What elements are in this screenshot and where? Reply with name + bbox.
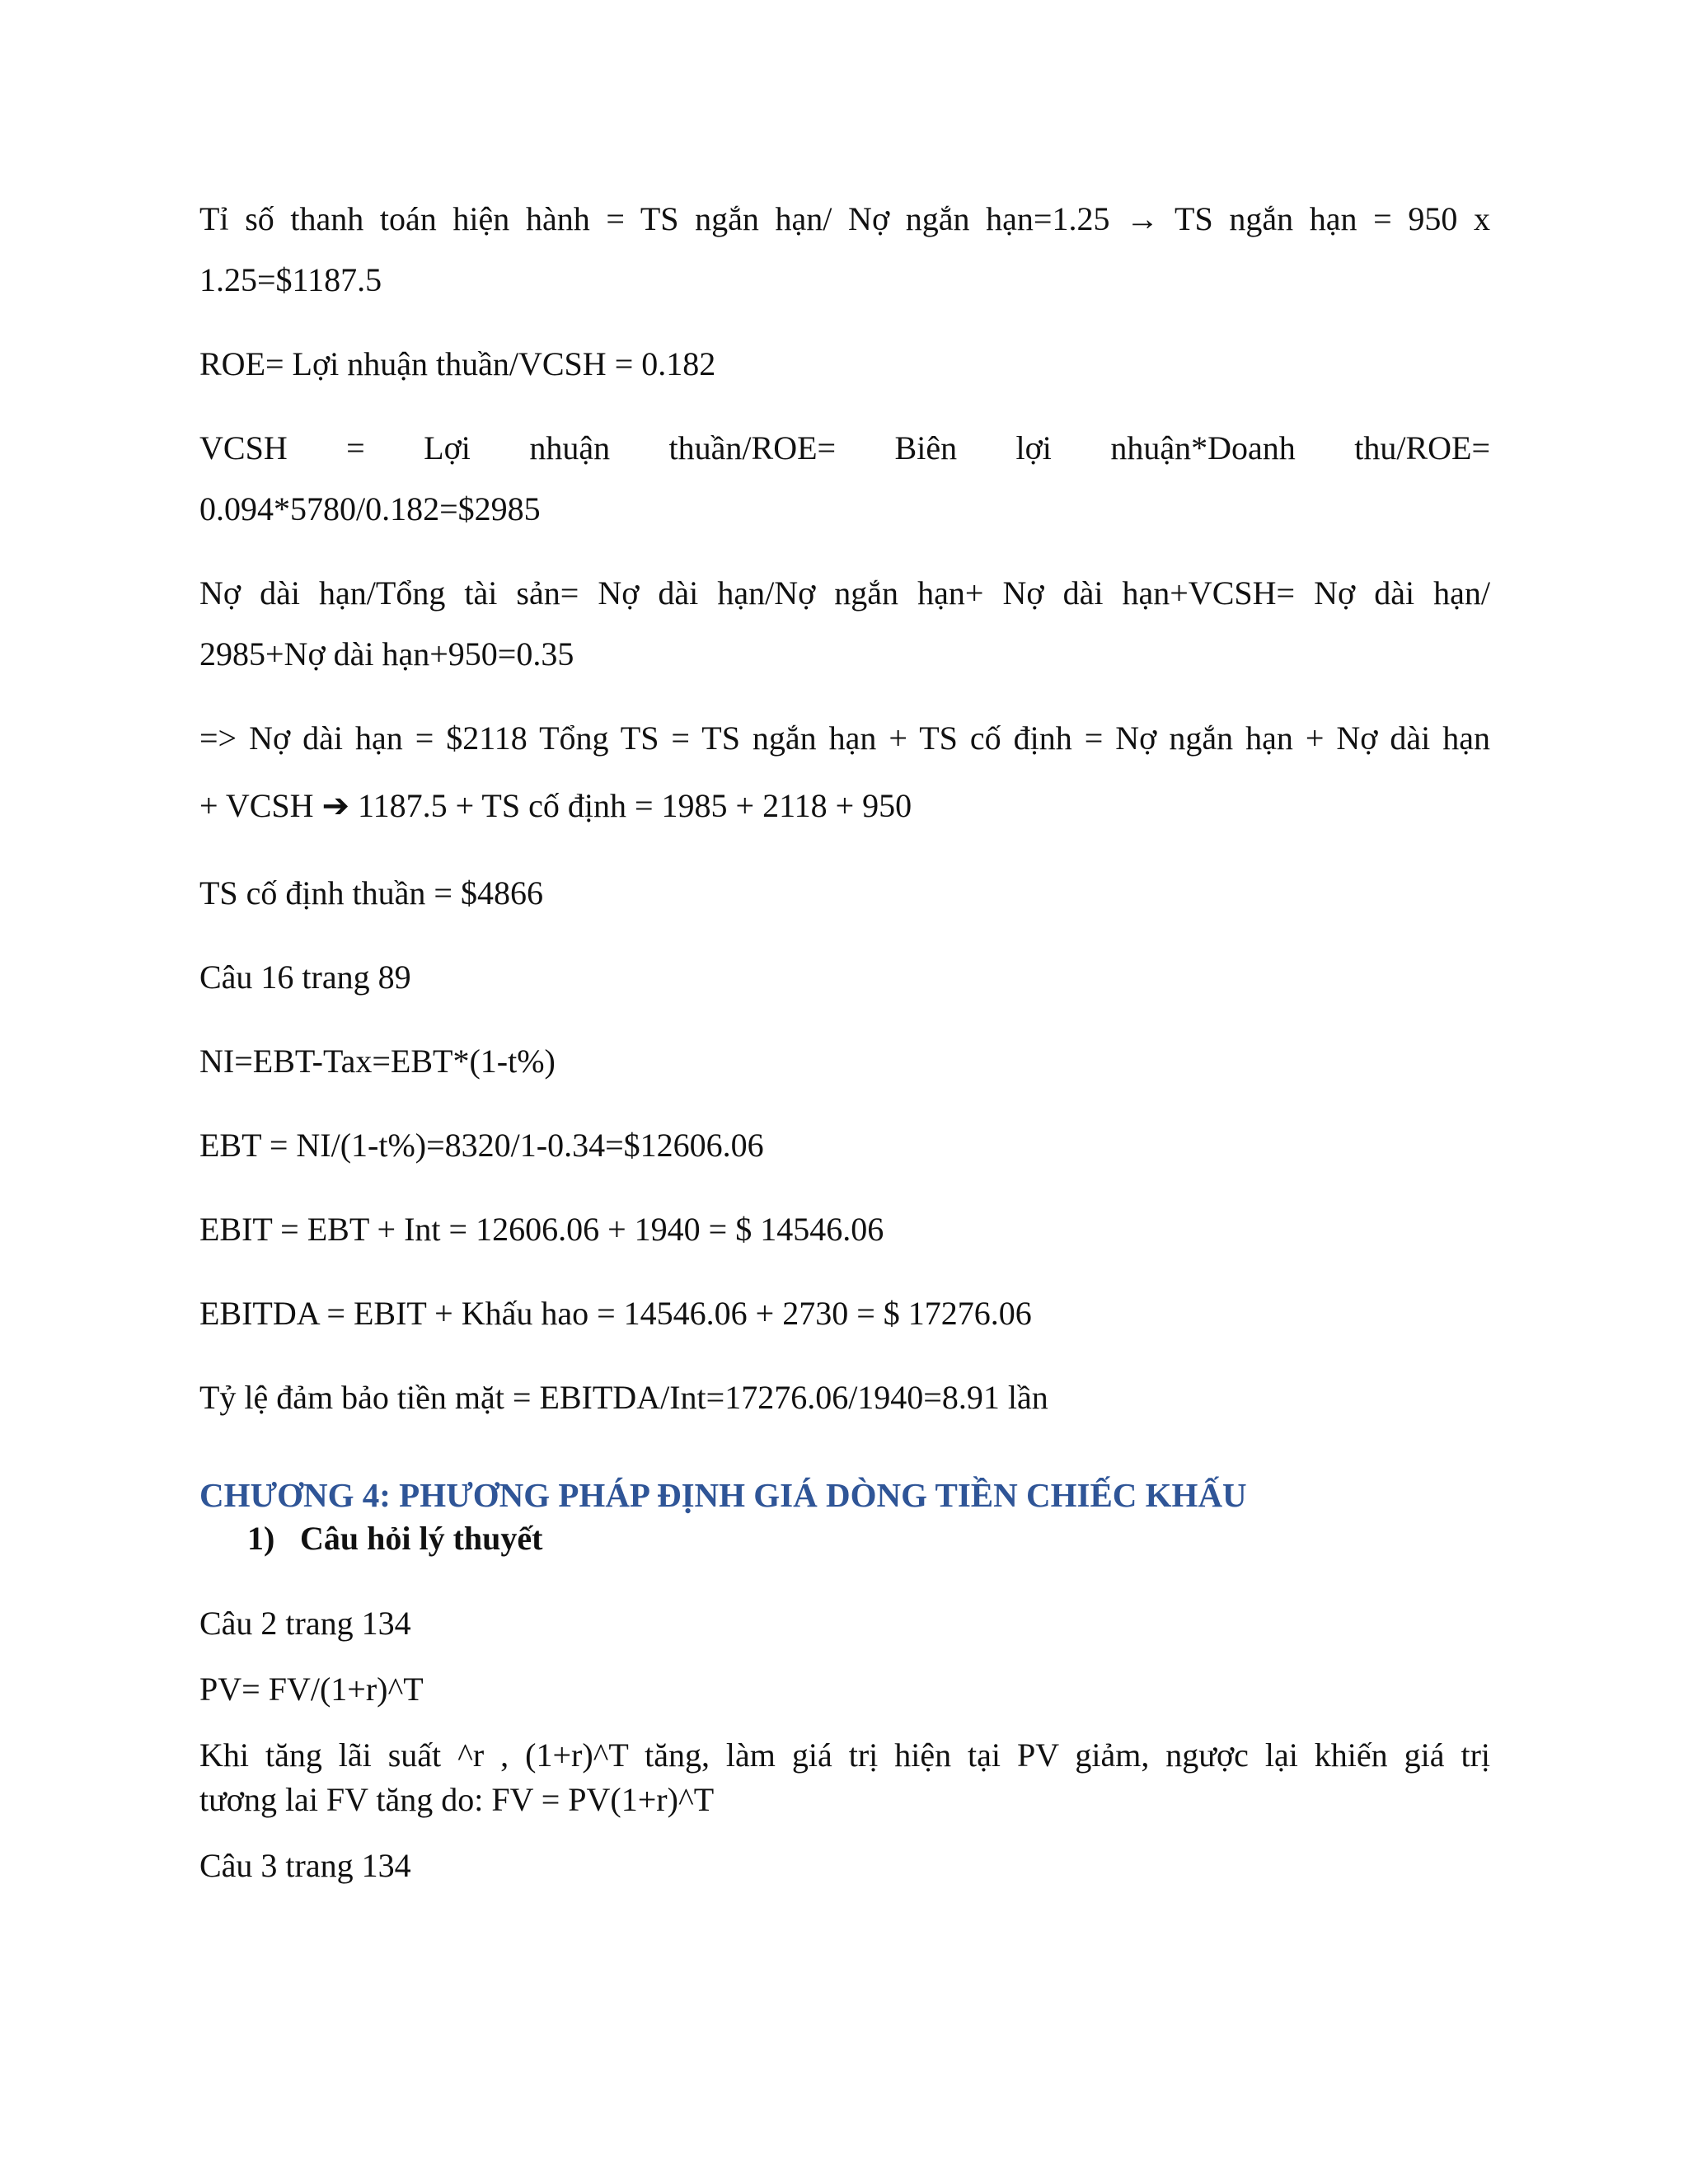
text-line: Tỷ lệ đảm bảo tiền mặt = EBITDA/Int=17276.06/1940=8.91 lần xyxy=(199,1379,1048,1416)
text-line: EBITDA = EBIT + Khấu hao = 14546.06 + 2730 = $ 17276.06 xyxy=(199,1295,1032,1332)
text-line: NI=EBT-Tax=EBT*(1-t%) xyxy=(199,1043,556,1080)
section-title: Câu hỏi lý thuyết xyxy=(300,1520,543,1557)
text-line: Câu 3 trang 134 xyxy=(199,1847,411,1884)
text-line: Tỉ số thanh toán hiện hành = TS ngắn hạn/ Nợ ngắn hạn=1.25 → TS ngắn hạn = 950 x xyxy=(199,200,1490,237)
text-line: + VCSH ➔ 1187.5 + TS cố định = 1985 + 2118 + 950 xyxy=(199,787,912,824)
text-line: Khi tăng lãi suất ^r , (1+r)^T tăng, làm giá trị hiện tại PV giảm, ngược lại khiến giá trị xyxy=(199,1736,1490,1774)
text-line: PV= FV/(1+r)^T xyxy=(199,1671,424,1708)
text-line: Nợ dài hạn/Tổng tài sản= Nợ dài hạn/Nợ ngắn hạn+ Nợ dài hạn+VCSH= Nợ dài hạn/ xyxy=(199,574,1490,612)
text-line: Câu 2 trang 134 xyxy=(199,1605,411,1642)
text-line: ROE= Lợi nhuận thuần/VCSH = 0.182 xyxy=(199,345,716,382)
text-line: VCSH = Lợi nhuận thuần/ROE= Biên lợi nhuận*Doanh thu/ROE= xyxy=(199,429,1490,466)
chapter-heading: CHƯƠNG 4: PHƯƠNG PHÁP ĐỊNH GIÁ DÒNG TIỀN CHIẾC KHẤU xyxy=(199,1476,1247,1514)
text-line: EBT = NI/(1-t%)=8320/1-0.34=$12606.06 xyxy=(199,1127,764,1164)
text-line: TS cố định thuần = $4866 xyxy=(199,874,543,912)
text-line: => Nợ dài hạn = $2118 Tổng TS = TS ngắn hạn + TS cố định = Nợ ngắn hạn + Nợ dài hạn xyxy=(199,719,1490,757)
text-line: tương lai FV tăng do: FV = PV(1+r)^T xyxy=(199,1781,715,1818)
text-line: 1.25=$1187.5 xyxy=(199,261,382,298)
text-line: Câu 16 trang 89 xyxy=(199,958,411,996)
section-number: 1) xyxy=(247,1520,275,1557)
text-line: 0.094*5780/0.182=$2985 xyxy=(199,490,541,527)
text-line: EBIT = EBT + Int = 12606.06 + 1940 = $ 14546.06 xyxy=(199,1211,884,1248)
section-heading xyxy=(247,1519,543,1558)
text-line: 2985+Nợ dài hạn+950=0.35 xyxy=(199,635,574,673)
